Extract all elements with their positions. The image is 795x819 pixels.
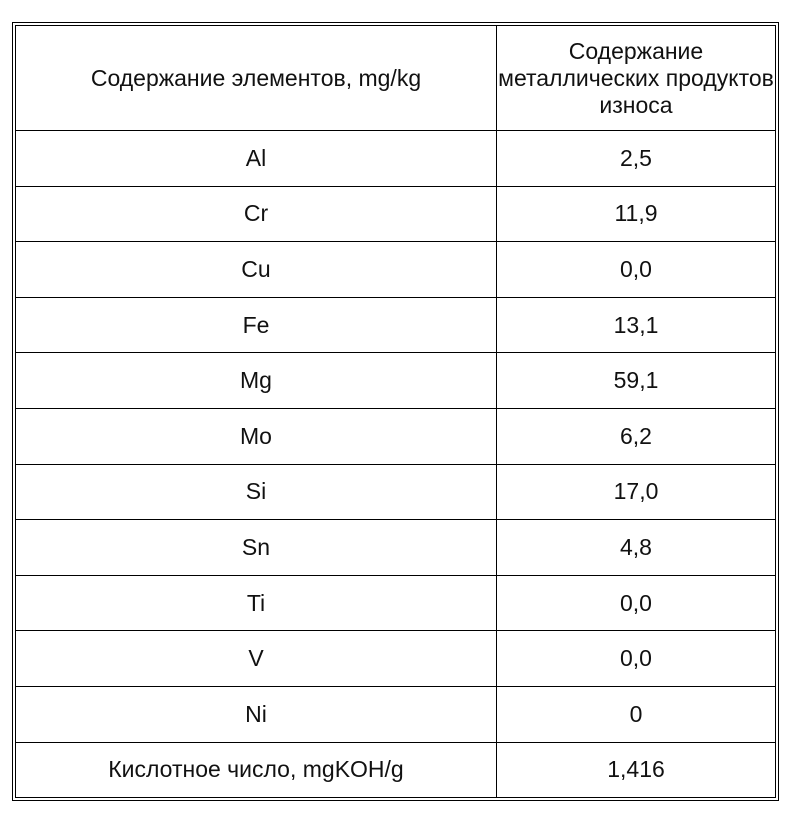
element-value: 59,1 (497, 353, 776, 409)
element-value: 4,8 (497, 520, 776, 576)
element-name: Al (16, 131, 497, 187)
element-name: Ni (16, 686, 497, 742)
element-value: 0,0 (497, 242, 776, 298)
element-name: Si (16, 464, 497, 520)
element-value: 0 (497, 686, 776, 742)
data-table-frame (12, 22, 779, 801)
acid-number-value: 1,416 (497, 742, 776, 798)
element-name: Mo (16, 408, 497, 464)
acid-number-label: Кислотное число, mgKOH/g (16, 742, 497, 798)
header-wear-products: Содержание металлических продуктов износа (497, 26, 776, 131)
element-value: 13,1 (497, 297, 776, 353)
element-value: 6,2 (497, 408, 776, 464)
element-value: 17,0 (497, 464, 776, 520)
table-header-row (16, 26, 776, 131)
table-row (16, 408, 776, 464)
table-row (16, 575, 776, 631)
table-row (16, 353, 776, 409)
table-row (16, 131, 776, 187)
header-elements: Содержание элементов, mg/kg (16, 26, 497, 131)
table-row (16, 686, 776, 742)
table-row (16, 464, 776, 520)
element-content-table (15, 25, 776, 798)
acid-number-row (16, 742, 776, 798)
element-name: V (16, 631, 497, 687)
element-value: 0,0 (497, 631, 776, 687)
table-row (16, 297, 776, 353)
element-name: Mg (16, 353, 497, 409)
element-value: 11,9 (497, 186, 776, 242)
element-value: 2,5 (497, 131, 776, 187)
table-row (16, 631, 776, 687)
element-name: Fe (16, 297, 497, 353)
element-name: Ti (16, 575, 497, 631)
table-row (16, 242, 776, 298)
element-name: Cr (16, 186, 497, 242)
element-name: Cu (16, 242, 497, 298)
table-row (16, 520, 776, 576)
element-value: 0,0 (497, 575, 776, 631)
element-name: Sn (16, 520, 497, 576)
table-row (16, 186, 776, 242)
